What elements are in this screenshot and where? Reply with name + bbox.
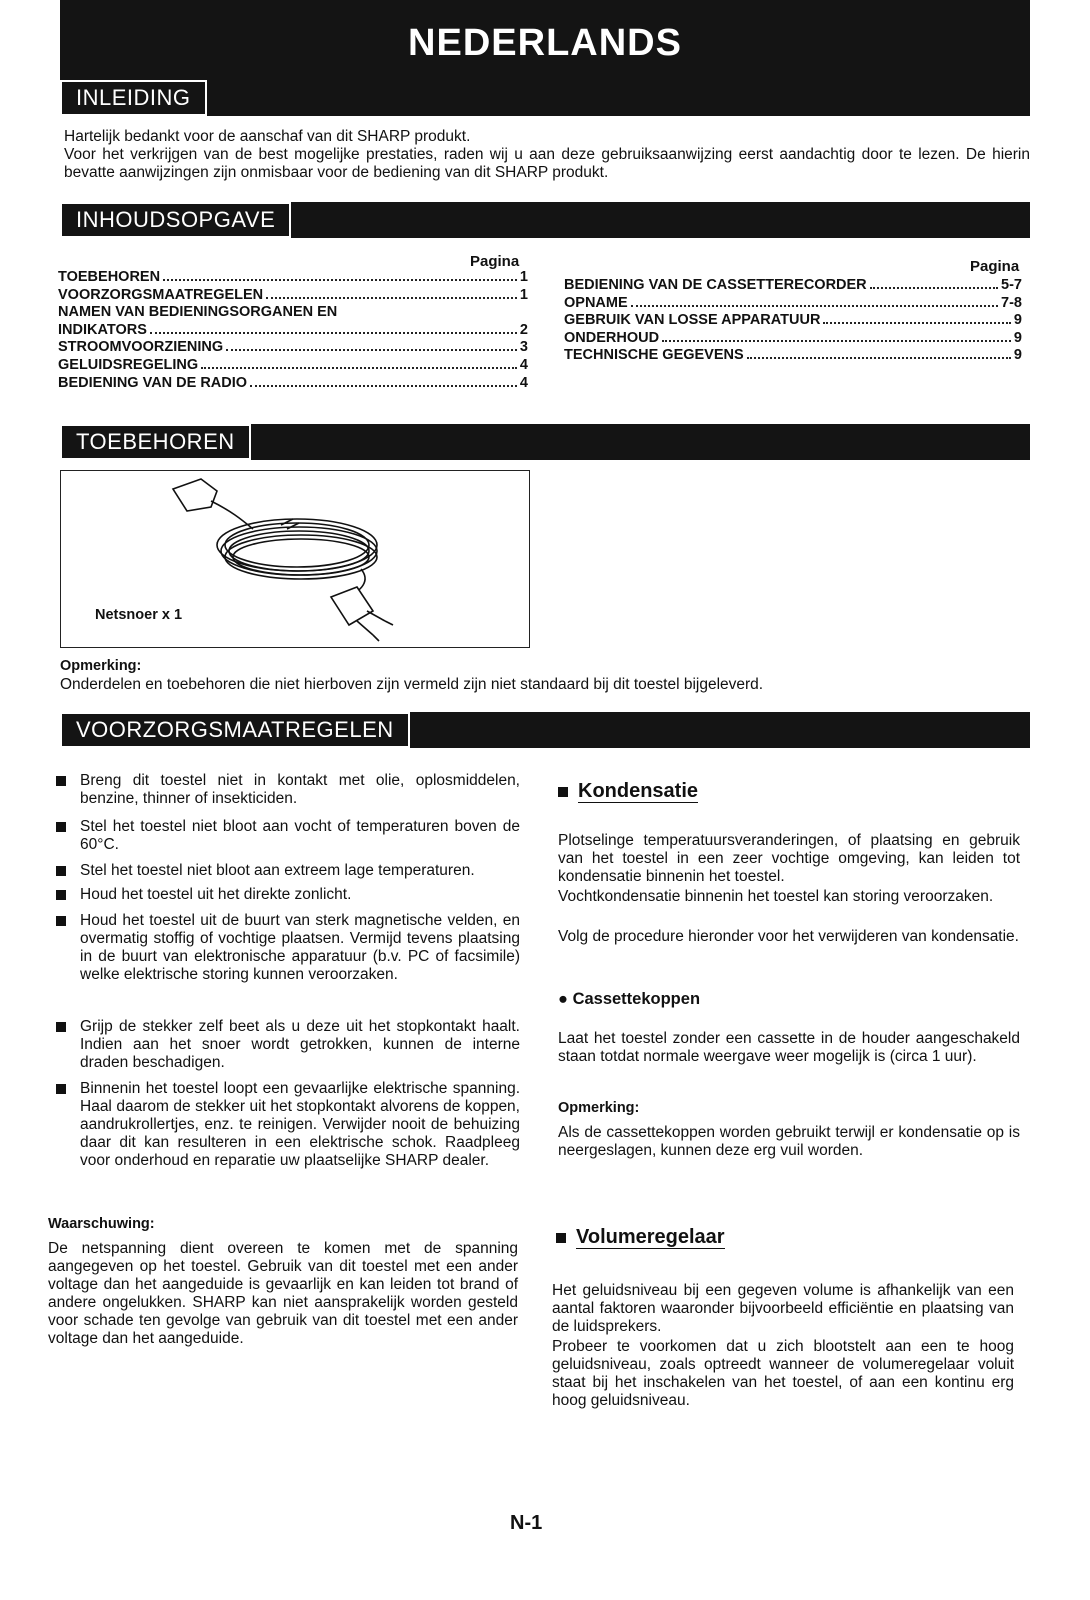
precaution-item: Houd het toestel uit de buurt van sterk magnetische velden, en overmatig stoffig of vochtige plaatsen. Vermijd tevens plaatsing in de buurt van elektronische apparatuur (b.v. PC of facsimile) welke elektrische storing kunnen veroorzaken.	[80, 912, 520, 983]
cassettekoppen-title: Cassettekoppen	[572, 990, 701, 1008]
toc-entry-page: 1	[519, 269, 528, 285]
toc-entry-page: 7-8	[1001, 294, 1022, 311]
kondensatie-title: Kondensatie	[578, 780, 699, 802]
toc-dot-leader	[266, 297, 517, 299]
toc-dot-leader	[250, 385, 517, 387]
toc-entry	[564, 329, 1022, 347]
toc-entry-title: TECHNISCHE GEGEVENS	[564, 347, 744, 364]
toc-entry-title: BEDIENING VAN DE RADIO	[58, 374, 248, 391]
toc-entry-page: 1	[519, 286, 528, 303]
section-label: INLEIDING	[60, 80, 207, 116]
square-bullet-icon	[556, 1233, 566, 1243]
toc-entry	[564, 346, 1022, 364]
accessory-box	[60, 470, 530, 648]
toc-dot-leader	[163, 279, 517, 281]
toc-dot-leader	[226, 349, 517, 351]
toc-entry-title: BEDIENING VAN DE CASSETTERECORDER	[564, 277, 867, 293]
section-header-inleiding	[60, 80, 1030, 116]
toc-dot-leader	[662, 340, 1011, 342]
section-header-inhoudsopgave	[60, 202, 1030, 238]
volume-title: Volumeregelaar	[576, 1226, 725, 1248]
toc-dot-leader	[823, 322, 1010, 324]
volume-p1: Het geluidsniveau bij een gegeven volume is afhankelijk van een aantal faktoren waaronder bijvoorbeeld efficiëntie en plaatsing van de luidsprekers.	[552, 1282, 1014, 1335]
toc-entry-title: OPNAME	[564, 294, 628, 311]
dot-bullet-icon: ●	[558, 990, 573, 1008]
toc-page-label-left: Pagina	[470, 253, 520, 270]
toc-entry-title: GEBRUIK VAN LOSSE APPARATUUR	[564, 312, 821, 329]
precaution-item: Grijp de stekker zelf beet als u deze uit het stopkontakt haalt. Indien aan het snoer wordt getrokken, kunnen de interne draden beschadigen.	[80, 1018, 520, 1071]
page-number: N-1	[510, 1512, 543, 1534]
intro-line-1: Hartelijk bedankt voor de aanschaf van dit SHARP produkt.	[64, 128, 471, 145]
accessory-item-label: Netsnoer x 1	[95, 607, 183, 623]
square-bullet-icon	[56, 776, 66, 786]
section-label: VOORZORGSMAATREGELEN	[60, 712, 410, 748]
accessory-note-title: Opmerking:	[60, 658, 142, 674]
square-bullet-icon	[56, 822, 66, 832]
section-label: TOEBEHOREN	[60, 424, 251, 460]
intro-line-2: Voor het verkrijgen van de best mogelijke prestaties, raden wij u aan deze gebruiksaanwijzing eerst aandachtig door te lezen. De hierin bevatte aanwijzingen zijn onmisbaar voor de bediening van dit SHARP produkt.	[64, 146, 1030, 181]
warning-title: Waarschuwing:	[48, 1216, 155, 1232]
volume-heading	[556, 1226, 725, 1249]
toc-entry-title: TOEBEHOREN	[58, 269, 161, 285]
toc-entry-page: 4	[519, 374, 528, 391]
toc-entry-title: VOORZORGSMAATREGELEN	[58, 286, 264, 303]
toc-dot-leader	[631, 305, 998, 307]
toc-entry-title: ONDERHOUD	[564, 329, 660, 346]
precaution-item: Stel het toestel niet bloot aan vocht of temperaturen boven de 60°C.	[80, 818, 520, 853]
toc-entry-page: 9	[1013, 312, 1022, 329]
square-bullet-icon	[56, 866, 66, 876]
intro-text	[64, 128, 1030, 182]
toc-entry	[58, 268, 528, 286]
square-bullet-icon	[56, 916, 66, 926]
toc-dot-leader	[870, 287, 998, 289]
precaution-item: Binnenin het toestel loopt een gevaarlijke elektrische spanning. Haal daarom de stekker uit het stopkontakt alvorens de koppen, aandrukrollertjes, enz. te reinigen. Verwijder nooit de behuizing daar dit kan resulteren in een elektrische schok. Raadpleeg voor onderhoud en reparatie uw plaatselijke SHARP dealer.	[80, 1080, 520, 1169]
toc-page-label-right: Pagina	[970, 258, 1020, 275]
toc-entry	[58, 356, 528, 374]
kondensatie-note-text: Als de cassettekoppen worden gebruikt terwijl er kondensatie op is neergeslagen, kunnen deze erg vuil worden.	[558, 1124, 1020, 1159]
kondensatie-p3: Volg de procedure hieronder voor het verwijderen van kondensatie.	[558, 928, 1019, 945]
section-header-voorzorgsmaatregelen	[60, 712, 1030, 748]
toc-entry-title: NAMEN VAN BEDIENINGSORGANEN EN	[58, 304, 338, 321]
square-bullet-icon	[56, 890, 66, 900]
volume-p2: Probeer te voorkomen dat u zich blootstelt aan een te hoog geluidsniveau, zoals optreedt wanneer de volumeregelaar voluit staat bij het inschakelen van het toestel, of aan een kontinu erg hoog geluidsniveau.	[552, 1338, 1014, 1409]
precaution-item: Houd het toestel uit het direkte zonlicht.	[80, 886, 352, 903]
toc-entry-title: GELUIDSREGELING	[58, 357, 199, 373]
toc-entry	[58, 321, 528, 339]
toc-entry-page: 9	[1013, 329, 1022, 346]
toc-dot-leader	[150, 332, 517, 334]
toc-entry-title: INDIKATORS	[58, 321, 147, 338]
toc-dot-leader	[201, 367, 517, 369]
toc-entry-title: STROOMVOORZIENING	[58, 339, 224, 356]
section-label: INHOUDSOPGAVE	[60, 202, 291, 238]
toc-entry	[58, 374, 528, 392]
toc-entry	[58, 286, 528, 304]
square-bullet-icon	[56, 1084, 66, 1094]
toc-entry	[58, 338, 528, 356]
toc-entry	[564, 311, 1022, 329]
toc-entry-page: 4	[519, 357, 528, 373]
precaution-item: Breng dit toestel niet in kontakt met olie, oplosmiddelen, benzine, thinner of insekticiden.	[80, 772, 520, 807]
cassettekoppen-heading	[558, 990, 700, 1009]
toc-entry-page: 9	[1013, 347, 1022, 364]
precaution-item: Stel het toestel niet bloot aan extreem lage temperaturen.	[80, 862, 475, 879]
toc-entry	[564, 294, 1022, 312]
kondensatie-heading	[558, 780, 698, 803]
kondensatie-p1: Plotselinge temperatuursveranderingen, of plaatsing en gebruik van het toestel in een zeer vochtige omgeving, kan leiden tot kondensatie binnenin het toestel.	[558, 832, 1020, 885]
page-title: NEDERLANDS	[60, 0, 1030, 80]
cassettekoppen-text: Laat het toestel zonder een cassette in de houder aangeschakeld staan totdat normale weergave weer mogelijk is (circa 1 uur).	[558, 1030, 1020, 1065]
kondensatie-note-title: Opmerking:	[558, 1100, 640, 1116]
section-header-toebehoren	[60, 424, 1030, 460]
toc-entry	[58, 303, 528, 321]
square-bullet-icon	[56, 1022, 66, 1032]
square-bullet-icon	[558, 787, 568, 797]
toc-entry-page: 3	[519, 339, 528, 356]
toc-entry-page: 2	[519, 321, 528, 338]
accessory-note-text: Onderdelen en toebehoren die niet hierboven zijn vermeld zijn niet standaard bij dit toestel bijgeleverd.	[60, 676, 764, 693]
toc-entry	[564, 276, 1022, 294]
kondensatie-p2: Vochtkondensatie binnenin het toestel kan storing veroorzaken.	[558, 888, 994, 905]
warning-text: De netspanning dient overeen te komen met de spanning aangegeven op het toestel. Gebruik van dit toestel met een ander voltage dan het aangeduide is gevaarlijk en kan leiden tot brand of andere ongelukken. SHARP kan niet aansprakelijk worden gesteld voor schade ten gevolge van gebruik van dit toestel met een ander voltage dan het aangeduide.	[48, 1240, 518, 1347]
toc-entry-page: 5-7	[1001, 277, 1022, 293]
toc-dot-leader	[747, 357, 1011, 359]
